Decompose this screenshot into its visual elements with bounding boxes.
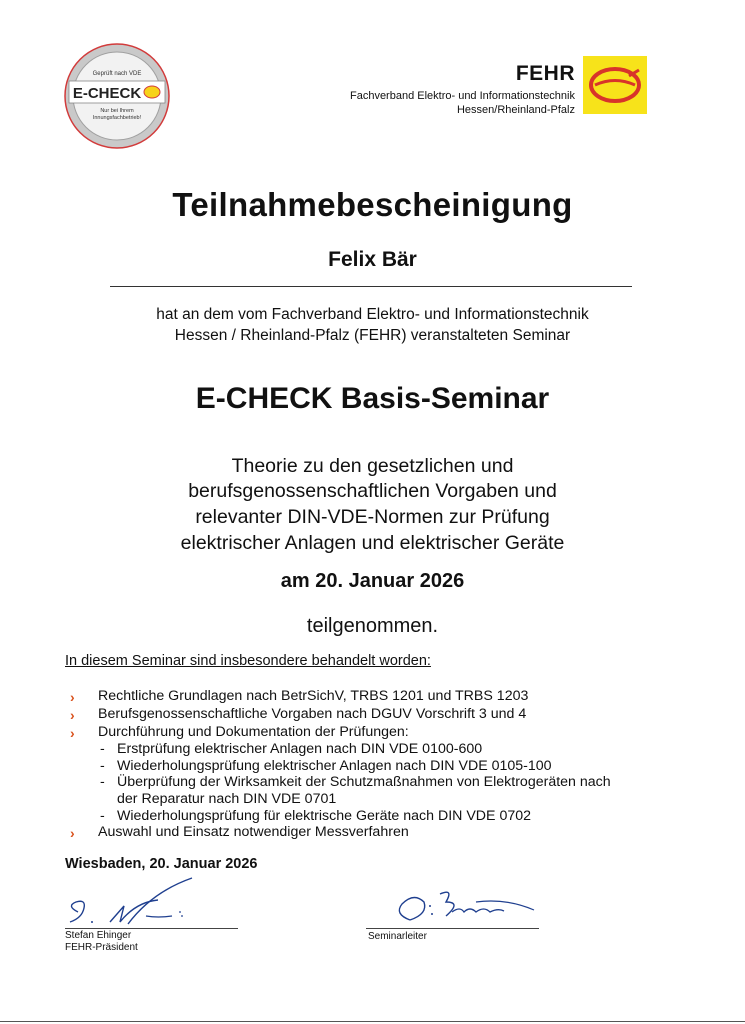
topic-subitem: Erstprüfung elektrischer Anlagen nach DIN VDE 0100-600 — [117, 741, 483, 757]
place-date: Wiesbaden, 20. Januar 2026 — [65, 856, 258, 872]
participant-name: Felix Bär — [328, 248, 417, 271]
dash-bullet: - — [100, 774, 105, 790]
signature-seminar-leader — [380, 884, 540, 932]
topic-subitem: Wiederholungsprüfung für elektrische Geräte nach DIN VDE 0702 — [117, 808, 532, 824]
chevron-right-icon: › — [70, 707, 75, 723]
seal-sub-text-1: Nur bei Ihrem — [100, 108, 134, 114]
intro-line-1: hat an dem vom Fachverband Elektro- und Informationstechnik — [156, 306, 589, 323]
page-bottom-edge — [0, 1021, 745, 1022]
fehr-brand: FEHR — [515, 62, 575, 85]
signature-line — [366, 928, 539, 929]
description-line: berufsgenossenschaftlichen Vorgaben und — [188, 480, 557, 502]
signer-1-role: FEHR-Präsident — [65, 942, 138, 953]
topic-item: Berufsgenossenschaftliche Vorgaben nach DGUV Vorschrift 3 und 4 — [98, 706, 527, 722]
dash-bullet: - — [100, 808, 105, 824]
e-check-seal — [63, 42, 171, 150]
chevron-right-icon: › — [70, 825, 75, 841]
seal-top-text: Geprüft nach VDE — [92, 71, 142, 77]
participated-text: teilgenommen. — [306, 615, 439, 637]
signature-president — [62, 872, 242, 930]
topic-subitem: Überprüfung der Wirksamkeit der Schutzmaßnahmen von Elektrogeräten nach — [117, 774, 611, 790]
seal-logo-icon — [144, 86, 160, 98]
seminar-date: am 20. Januar 2026 — [280, 570, 465, 592]
topics-heading: In diesem Seminar sind insbesondere behandelt worden: — [65, 653, 431, 669]
topic-item: Auswahl und Einsatz notwendiger Messverfahren — [98, 824, 409, 840]
chevron-right-icon: › — [70, 689, 75, 705]
fehr-org-line-1: Fachverband Elektro- und Informationstechnik — [349, 90, 575, 102]
seal-sub-text-2: Innungsfachbetrieb! — [92, 115, 142, 121]
dash-bullet: - — [100, 758, 105, 774]
description-line: Theorie zu den gesetzlichen und — [231, 455, 514, 477]
topic-subitem: Wiederholungsprüfung elektrischer Anlagen nach DIN VDE 0105-100 — [117, 758, 552, 774]
signature-line — [65, 928, 238, 929]
certificate-title: Teilnahmebescheinigung — [172, 186, 573, 223]
signer-1-name: Stefan Ehinger — [65, 930, 132, 941]
description-line: relevanter DIN-VDE-Normen zur Prüfung — [195, 506, 550, 528]
chevron-right-icon: › — [70, 725, 75, 741]
dash-bullet: - — [100, 741, 105, 757]
signer-2-role: Seminarleiter — [368, 931, 427, 942]
description-line: elektrischer Anlagen und elektrischer Geräte — [180, 532, 565, 554]
topic-item: Rechtliche Grundlagen nach BetrSichV, TRBS 1201 und TRBS 1203 — [98, 688, 529, 704]
topic-subitem-continuation: der Reparatur nach DIN VDE 0701 — [117, 791, 337, 807]
topic-item: Durchführung und Dokumentation der Prüfungen: — [98, 724, 409, 740]
fehr-org-line-2: Hessen/Rheinland-Pfalz — [456, 104, 575, 116]
fehr-logo-icon — [583, 56, 647, 114]
seal-brand: E-CHECK — [72, 85, 142, 102]
name-underline — [110, 286, 632, 287]
seminar-title: E-CHECK Basis-Seminar — [195, 382, 550, 415]
intro-line-2: Hessen / Rheinland-Pfalz (FEHR) veranstalteten Seminar — [174, 327, 571, 344]
